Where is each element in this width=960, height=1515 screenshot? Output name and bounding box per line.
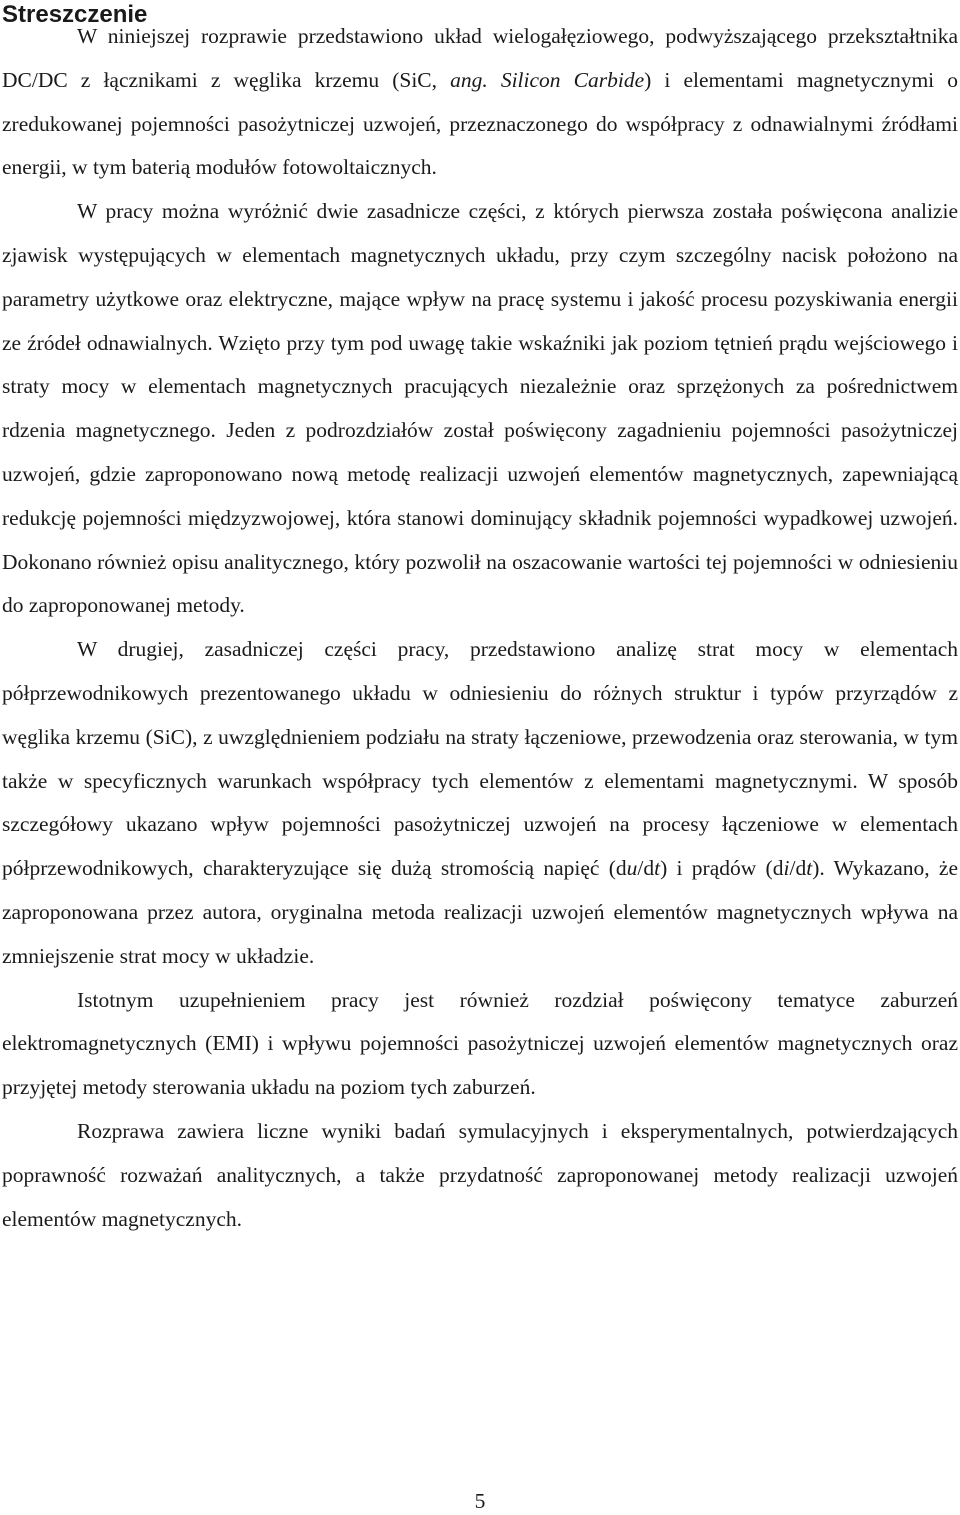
paragraph-2 <box>2 190 958 628</box>
text-run: ). Wykazano, że zaproponowana przez autora, oryginalna metoda realizacji uzwojeń elementów magnetycznych wpływa na zmniejszenie strat mocy w układzie. <box>2 856 958 968</box>
italic-run: t <box>654 856 661 881</box>
text-run: W drugiej, zasadniczej części pracy, przedstawiono analizę strat mocy w elementach półprzewodnikowych prezentowanego układu w odniesieniu do różnych struktur i typów przyrządów z węglika krzemu (SiC), z uwzględnieniem podziału na straty łączeniowe, przewodzenia oraz sterowania, w tym także w specyficznych warunkach współpracy tych elementów z elementami magnetycznymi. W sposób szczegółowy ukazano wpływ pojemności pasożytniczej uzwojeń na procesy łączeniowe w elementach półprzewodnikowych, charakteryzujące się dużą stromością napięć (d <box>2 637 958 881</box>
text-run: /d <box>789 856 807 881</box>
text-run: Istotnym uzupełnieniem pracy jest również rozdział poświęcony tematyce zaburzeń elektromagnetycznych (EMI) i wpływu pojemności pasożytniczej uzwojeń elementów magnetycznych oraz przyjętej metody sterowania układu na poziom tych zaburzeń. <box>2 987 958 1100</box>
paragraph-4 <box>2 979 958 1110</box>
paragraph-3 <box>2 628 958 978</box>
text-run: W niniejszej rozprawie przedstawiono układ wielogałęziowego, podwyższającego przekształtnika DC/DC z łącznikami z węglika krzemu (SiC, <box>2 24 958 92</box>
text-run: Rozprawa zawiera liczne wyniki badań symulacyjnych i eksperymentalnych, potwierdzających poprawność rozważań analitycznych, a także przydatność zaproponowanej metody realizacji uzwojeń elementów magnetycznych. <box>2 1118 958 1231</box>
page-number: 5 <box>474 1489 486 1513</box>
text-run: ) i prądów (d <box>660 856 784 881</box>
paragraph-5 <box>2 1110 958 1241</box>
text-run: W pracy można wyróżnić dwie zasadnicze części, z których pierwsza została poświęcona analizie zjawisk występujących w elementach magnetycznych układu, przy czym szczególny nacisk położono na parametry użytkowe oraz elektryczne, mające wpływ na pracę systemu i jakość procesu pozyskiwania energii ze źródeł odnawialnych. Wzięto przy tym pod uwagę takie wskaźniki jak poziom tętnień prądu wejściowego i straty mocy w elementach magnetycznych pracujących niezależnie oraz sprzężonych za pośrednictwem rdzenia magnetycznego. Jeden z podrozdziałów został poświęcony zagadnieniu pojemności pasożytniczej uzwojeń, gdzie zaproponowano nową metodę realizacji uzwojeń elementów magnetycznych, zapewniającą redukcję pojemności międzyzwojowej, która stanowi dominujący składnik pojemności wypadkowej uzwojeń. Dokonano również opisu analitycznego, który pozwolił na oszacowanie wartości tej pojemności w odniesieniu do zaproponowanej metody. <box>2 199 958 618</box>
italic-run: i <box>783 856 790 881</box>
text-run: /d <box>637 856 655 881</box>
italic-run: ang. Silicon Carbide <box>450 67 645 92</box>
paragraph-1 <box>2 15 958 190</box>
italic-run: u <box>626 856 638 881</box>
abstract-body <box>2 15 958 1241</box>
text-run: ) i elementami magnetycznymi o zredukowanej pojemności pasożytniczej uzwojeń, przeznaczonego do współpracy z odnawialnymi źródłami energii, w tym baterią modułów fotowoltaicznych. <box>2 67 958 180</box>
section-heading: Streszczenie <box>2 1 148 28</box>
italic-run: t <box>806 856 813 881</box>
